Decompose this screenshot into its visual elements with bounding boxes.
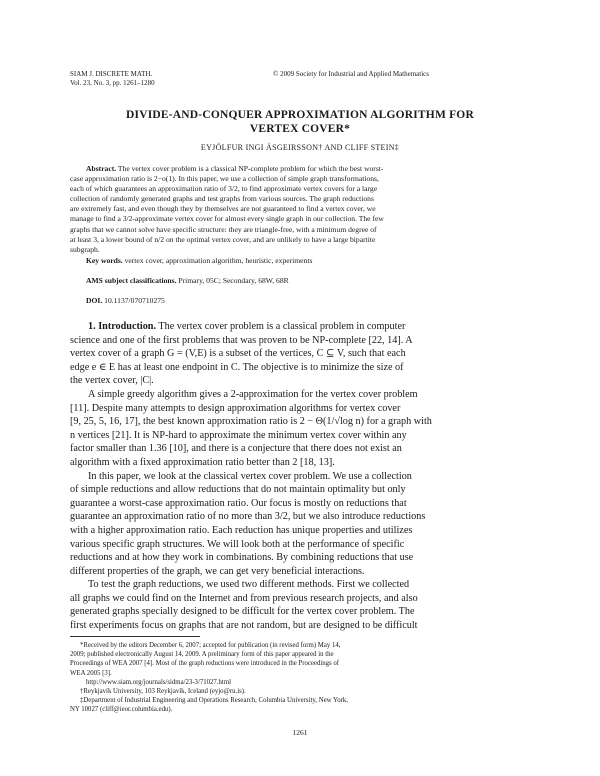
ams-classifications xyxy=(86,276,289,286)
abstract-line: subgraph. xyxy=(70,244,100,254)
authors: EYJÓLFUR INGI ÁSGEIRSSON† AND CLIFF STEIN‡ xyxy=(200,143,400,152)
abstract-line: each of which guarantees an approximation ratio of 3/2, to find approximate vertex covers for a large xyxy=(70,184,378,194)
intro-line: all graphs we could find on the Internet and from previous research projects, and also xyxy=(70,592,418,604)
intro-line: of simple reductions and allow reductions that do not maintain optimality but only xyxy=(70,484,406,496)
copyright-notice: © 2009 Society for Industrial and Applied Mathematics xyxy=(273,70,429,78)
intro-line: In this paper, we look at the classical vertex cover problem. We use a collection xyxy=(88,470,412,482)
abstract-line: at least 3, a lower bound of n/2 on the optimal vertex cover, and are unlikely to have a large bipartite xyxy=(70,234,376,244)
footnotes xyxy=(70,641,530,715)
intro-line: [9, 25, 5, 16, 17], the best known approximation ratio is 2 − Θ(1/√log n) for a graph with xyxy=(70,416,432,428)
intro-line: edge e ∈ E has at least one endpoint in C. The objective is to minimize the size of xyxy=(70,361,404,373)
intro-line: factor smaller than 1.36 [10], and there is a conjecture that there does not exist an xyxy=(70,443,402,455)
intro-line: with a higher approximation ratio. Each reduction has unique properties and utilizes xyxy=(70,524,413,536)
footnote-url: http://www.siam.org/journals/sidma/23-3/71027.html xyxy=(86,678,231,686)
abstract xyxy=(70,164,530,255)
page-number: 1261 xyxy=(292,728,308,737)
intro-line: the vertex cover, |C|. xyxy=(70,375,154,387)
abstract-line: graphs that we cannot solve have specific structure: they are triangle-free, with a minimum degree of xyxy=(70,224,377,234)
journal-name xyxy=(70,70,152,79)
abstract-line: case approximation ratio is 2−o(1). In this paper, we use a collection of simple graph transformations, xyxy=(70,174,379,184)
footnote-line: NY 10027 (cliff@ieor.columbia.edu). xyxy=(70,706,173,714)
ams-label: AMS subject classifications. xyxy=(86,276,177,285)
footnote-rule xyxy=(70,636,200,637)
abstract-line: Abstract. The vertex cover problem is a classical NP-complete problem for which the best worst- xyxy=(86,164,384,173)
footnote-line: 2009; published electronically August 14, 2009. A preliminary form of this paper appeared in the xyxy=(70,651,334,659)
intro-line: guarantee an approximation ratio of no more than 3/2, but we also introduce reductions xyxy=(70,511,426,523)
keywords-label: Key words. xyxy=(86,256,123,265)
intro-line: 1. Introduction. The vertex cover problem is a classical problem in computer xyxy=(88,321,406,332)
intro-line: A simple greedy algorithm gives a 2-approximation for the vertex cover problem xyxy=(88,388,418,400)
intro-line: different properties of the graph, we can get very beneficial interactions. xyxy=(70,565,365,577)
doi xyxy=(86,296,165,306)
intro-line: n vertices [21]. It is NP-hard to approximate the minimum vertex cover within any xyxy=(70,429,407,441)
intro-line: To test the graph reductions, we used two different methods. First we collected xyxy=(88,579,410,591)
footnote-line: *Received by the editors December 6, 2007; accepted for publication (in revised form) May 14, xyxy=(80,642,341,649)
title-line-1: DIVIDE-AND-CONQUER APPROXIMATION ALGORITHM FOR xyxy=(126,109,474,121)
footnote-line: Proceedings of WEA 2007 [4]. Most of the graph reductions were introduced in the Proceedings of xyxy=(70,660,340,668)
doi-label: DOI. xyxy=(86,296,103,305)
ams-text: Primary, 05C; Secondary, 68W, 68R xyxy=(178,276,289,285)
introduction-section xyxy=(70,320,530,633)
footnote-line: †Reykjavík University, 103 Reykjavík, Iceland (eyjo@ru.is). xyxy=(80,688,246,696)
doi-text: 10.1137/070710275 xyxy=(104,296,165,305)
intro-line: [11]. Despite many attempts to design approximation algorithms for vertex cover xyxy=(70,402,401,414)
journal-line-1: SIAM J. DISCRETE MATH. xyxy=(70,70,153,78)
section-heading: 1. Introduction. xyxy=(88,321,157,332)
abstract-line: collection of randomly generated graphs and test graphs from various sources. The graph reductions xyxy=(70,194,374,204)
keywords-text: vertex cover, approximation algorithm, heuristic, experiments xyxy=(124,256,313,265)
abstract-line: manage to find a 3/2-approximate vertex cover for almost every single graph in our collection. The few xyxy=(70,214,384,224)
footnote-line: ‡Department of Industrial Engineering and Operations Research, Columbia University, New York, xyxy=(80,697,348,705)
keywords xyxy=(86,256,312,266)
intro-line: guarantee a worst-case approximation ratio. Our focus is mostly on reductions that xyxy=(70,497,407,509)
title-line-2: VERTEX COVER* xyxy=(249,123,351,135)
intro-line: first experiments focus on graphs that are not random, but are designed to be difficult xyxy=(70,620,418,632)
footnote-line: WEA 2005 [3]. xyxy=(70,669,112,677)
intro-line: science and one of the first problems that was proven to be NP-complete [22, 14]. A xyxy=(70,334,413,346)
intro-line: vertex cover of a graph G = (V,E) is a subset of the vertices, C ⊆ V, such that each xyxy=(70,348,406,360)
intro-line: various specific graph structures. We will look both at the performance of specific xyxy=(70,538,405,550)
intro-line: reductions and at how they work in combinations. By combining reductions that use xyxy=(70,552,414,564)
abstract-label: Abstract. xyxy=(86,164,117,173)
abstract-line: are extremely fast, and even though they by themselves are not guaranteed to find a vertex cover, we xyxy=(70,204,376,214)
journal-volume: Vol. 23, No. 3, pp. 1261–1280 xyxy=(70,79,155,87)
intro-line: algorithm with a fixed approximation ratio better than 2 [18, 13]. xyxy=(70,456,335,468)
intro-line: generated graphs specially designed to be difficult for the vertex cover problem. The xyxy=(70,606,415,618)
